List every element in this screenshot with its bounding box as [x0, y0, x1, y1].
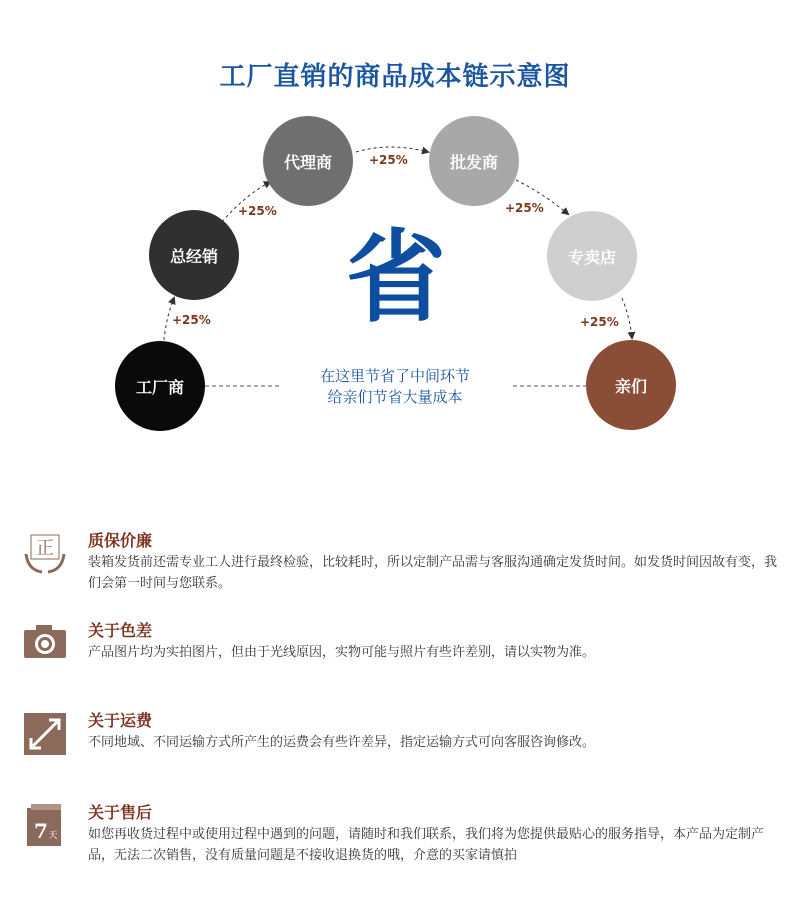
integrity-hands-icon	[22, 530, 68, 576]
node-distributor: 总经销	[149, 210, 239, 300]
svg-text:正: 正	[36, 538, 54, 559]
info-shipping-title: 关于运费	[88, 711, 153, 730]
increment-4: +25%	[505, 201, 544, 215]
increment-1: +25%	[172, 313, 211, 327]
info-aftersales-text: 如您再收货过程中或使用过程中遇到的问题，请随时和我们联系，我们将为您提供最贴心的服务指导，本产品为定制产品，无法二次销售，没有质量问题是不接收退换货的哦，介意的买家请慎拍	[88, 827, 765, 863]
info-color-title: 关于色差	[88, 621, 153, 640]
caption-line-2: 给亲们节省大量成本	[327, 388, 463, 406]
info-color-text: 产品图片均为实拍图片，但由于光线原因，实物可能与照片有些许差别，请以实物为准。	[88, 645, 596, 660]
seven-days-icon	[22, 802, 68, 848]
info-shipping	[22, 708, 782, 768]
svg-text:7: 7	[34, 819, 48, 843]
info-quality-title: 质保价廉	[88, 531, 153, 550]
node-agent: 代理商	[263, 116, 353, 206]
node-store: 专卖店	[547, 211, 637, 301]
increment-3: +25%	[369, 153, 408, 167]
info-quality	[22, 528, 782, 608]
camera-icon	[22, 620, 68, 666]
info-color	[22, 618, 782, 678]
savings-caption	[280, 366, 510, 408]
node-wholesaler: 批发商	[429, 116, 519, 206]
node-customer: 亲们	[586, 340, 676, 430]
save-character: 省	[346, 219, 446, 336]
increment-2: +25%	[238, 204, 277, 218]
info-shipping-text: 不同地域、不同运输方式所产生的运费会有些许差异，指定运输方式可向客服咨询修改。	[88, 735, 596, 750]
info-aftersales	[22, 800, 782, 880]
page-title: 工厂直销的商品成本链示意图	[219, 62, 571, 92]
caption-line-1: 在这里节省了中间环节	[319, 367, 470, 385]
info-quality-text: 装箱发货前还需专业工人进行最终检验，比较耗时，所以定制产品需与客服沟通确定发货时间。如发货时间因故有变，我们会第一时间与您联系。	[88, 555, 778, 591]
arrow-5	[622, 298, 632, 338]
node-factory: 工厂商	[115, 341, 205, 431]
increment-5: +25%	[580, 315, 619, 329]
svg-text:天: 天	[48, 831, 58, 841]
diagonal-arrow-icon	[22, 710, 68, 756]
arrow-3	[356, 147, 428, 152]
info-aftersales-title: 关于售后	[88, 803, 153, 822]
